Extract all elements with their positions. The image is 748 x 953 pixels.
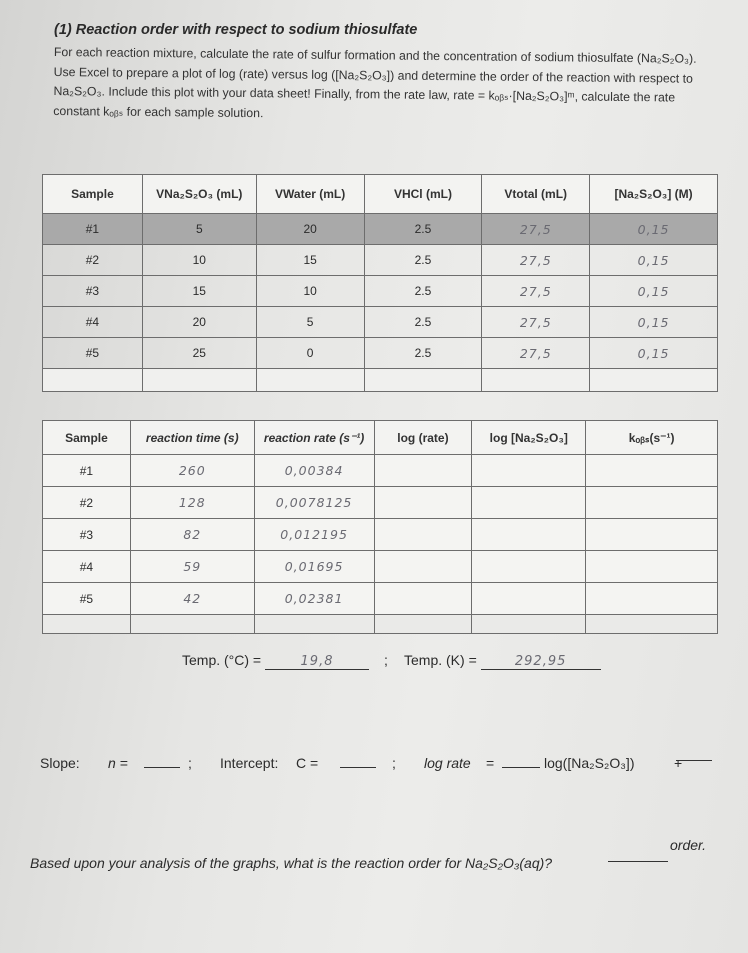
temp-celsius-line [182,652,369,670]
table-row [43,519,718,551]
cell-reaction-rate[interactable]: 0,012195 [254,519,374,551]
cell-reaction-time[interactable]: 260 [130,455,254,487]
order-label: order. [670,837,707,853]
col-concentration: [Na₂S₂O₃] (M) [590,175,718,214]
cell-v-thiosulfate: 15 [142,276,256,307]
temp-separator: ; [384,652,388,668]
temp-kelvin-label: Temp. (K) = [404,652,477,668]
temp-kelvin-field[interactable]: 292,95 [481,654,601,670]
cell-k-obs[interactable] [586,455,718,487]
cell-reaction-time[interactable]: 128 [130,487,254,519]
cell-v-total[interactable]: 27,5 [482,245,590,276]
cell-log-rate[interactable] [374,551,472,583]
temp-celsius-field[interactable]: 19,8 [265,654,369,670]
temp-celsius-label: Temp. (°C) = [182,652,262,668]
col-log-concentration: log [Na₂S₂O₃] [472,421,586,455]
cell-v-hcl: 2.5 [364,245,482,276]
cell-sample: #5 [43,338,143,369]
cell-concentration[interactable]: 0,15 [590,214,718,245]
cell-concentration[interactable]: 0,15 [590,307,718,338]
cell-k-obs[interactable] [586,583,718,615]
cell-sample: #2 [43,245,143,276]
cell-v-thiosulfate: 5 [142,214,256,245]
table-row [43,307,718,338]
col-k-obs: kₒᵦₛ(s⁻¹) [586,421,718,455]
cell-v-water: 15 [256,245,364,276]
cell-sample: #5 [43,583,131,615]
slope-separator: ; [188,755,192,771]
cell-v-hcl: 2.5 [364,338,482,369]
cell-reaction-time[interactable]: 42 [130,583,254,615]
intercept-field[interactable] [340,755,376,771]
table-row [43,455,718,487]
slope-field[interactable] [144,755,180,771]
col-v-total: Vtotal (mL) [482,175,590,214]
cell-k-obs[interactable] [586,519,718,551]
col-v-water: VWater (mL) [256,175,364,214]
col-v-hcl: VHCl (mL) [364,175,482,214]
col-reaction-time: reaction time (s) [130,421,254,455]
cell-log-rate[interactable] [374,519,472,551]
cell-log-rate[interactable] [374,583,472,615]
cell-v-thiosulfate: 25 [142,338,256,369]
cell-log-concentration[interactable] [472,487,586,519]
cell-reaction-rate[interactable]: 0,0078125 [254,487,374,519]
col-sample: Sample [43,175,143,214]
cell-reaction-time[interactable]: 82 [130,519,254,551]
cell-sample: #3 [43,276,143,307]
cell-log-concentration[interactable] [472,455,586,487]
instructions-paragraph: For each reaction mixture, calculate the rate of sulfur formation and the concentration of sodium thiosulfate (Na₂S₂O₃). Use Excel to prepare a plot of log (rate) versus log ([Na₂S₂O₃]) and determine the order of the reaction with respect to Na₂S₂O₃. Include this plot with your data sheet! Finally, from the rate law, rate = kₒᵦₛ·[Na₂S₂O₃]ᵐ, calculate the rate constant kₒᵦₛ for each sample solution. [53,44,697,120]
order-answer-field[interactable] [608,849,668,867]
constant-field[interactable] [676,748,712,764]
table-header-row [43,421,718,455]
slope-label: Slope: [40,755,80,771]
cell-sample: #1 [43,214,143,245]
cell-v-hcl: 2.5 [364,276,482,307]
log-concentration-term: log([Na₂S₂O₃]) [544,755,635,771]
table-row [43,551,718,583]
equals-sign: = [486,755,495,771]
col-reaction-rate: reaction rate (s⁻¹) [254,421,374,455]
col-v-thiosulfate: VNa₂S₂O₃ (mL) [142,175,256,214]
cell-reaction-rate[interactable]: 0,00384 [254,455,374,487]
table-row [43,338,718,369]
cell-log-rate[interactable] [374,455,472,487]
cell-v-water: 20 [256,214,364,245]
col-sample: Sample [43,421,131,455]
rates-table [42,420,718,634]
table-row [43,245,718,276]
cell-v-total[interactable]: 27,5 [482,214,590,245]
volumes-table [42,174,718,392]
table-row [43,276,718,307]
temp-kelvin-line [404,652,601,670]
cell-concentration[interactable]: 0,15 [590,338,718,369]
section-title: (1) Reaction order with respect to sodium thiosulfate [54,22,418,38]
slope-coefficient-field[interactable] [502,755,540,771]
n-label: n = [108,755,128,771]
cell-log-concentration[interactable] [472,519,586,551]
cell-v-water: 5 [256,307,364,338]
cell-k-obs[interactable] [586,551,718,583]
table-row [43,214,718,245]
intercept-separator: ; [392,755,396,771]
cell-v-water: 10 [256,276,364,307]
col-log-rate: log (rate) [374,421,472,455]
cell-concentration[interactable]: 0,15 [590,245,718,276]
cell-k-obs[interactable] [586,487,718,519]
cell-v-total[interactable]: 27,5 [482,276,590,307]
table-row-empty [43,369,718,392]
cell-concentration[interactable]: 0,15 [590,276,718,307]
table-row-empty [43,615,718,634]
cell-v-total[interactable]: 27,5 [482,338,590,369]
table-header-row [43,175,718,214]
cell-reaction-rate[interactable]: 0,02381 [254,583,374,615]
cell-v-hcl: 2.5 [364,307,482,338]
table-row [43,583,718,615]
plus-sign: + [674,755,683,771]
cell-sample: #4 [43,551,131,583]
cell-log-concentration[interactable] [472,551,586,583]
cell-v-water: 0 [256,338,364,369]
cell-sample: #3 [43,519,131,551]
cell-reaction-time[interactable]: 59 [130,551,254,583]
cell-v-thiosulfate: 10 [142,245,256,276]
cell-log-rate[interactable] [374,487,472,519]
log-rate-label: log rate [424,755,471,771]
cell-v-thiosulfate: 20 [142,307,256,338]
cell-log-concentration[interactable] [472,583,586,615]
intercept-label: Intercept: [220,755,279,771]
table-row [43,487,718,519]
cell-sample: #4 [43,307,143,338]
cell-v-total[interactable]: 27,5 [482,307,590,338]
reaction-order-question: Based upon your analysis of the graphs, what is the reaction order for Na₂S₂O₃(aq)? [30,855,553,871]
cell-sample: #2 [43,487,131,519]
cell-sample: #1 [43,455,131,487]
cell-reaction-rate[interactable]: 0,01695 [254,551,374,583]
c-label: C = [296,755,319,771]
cell-v-hcl: 2.5 [364,214,482,245]
